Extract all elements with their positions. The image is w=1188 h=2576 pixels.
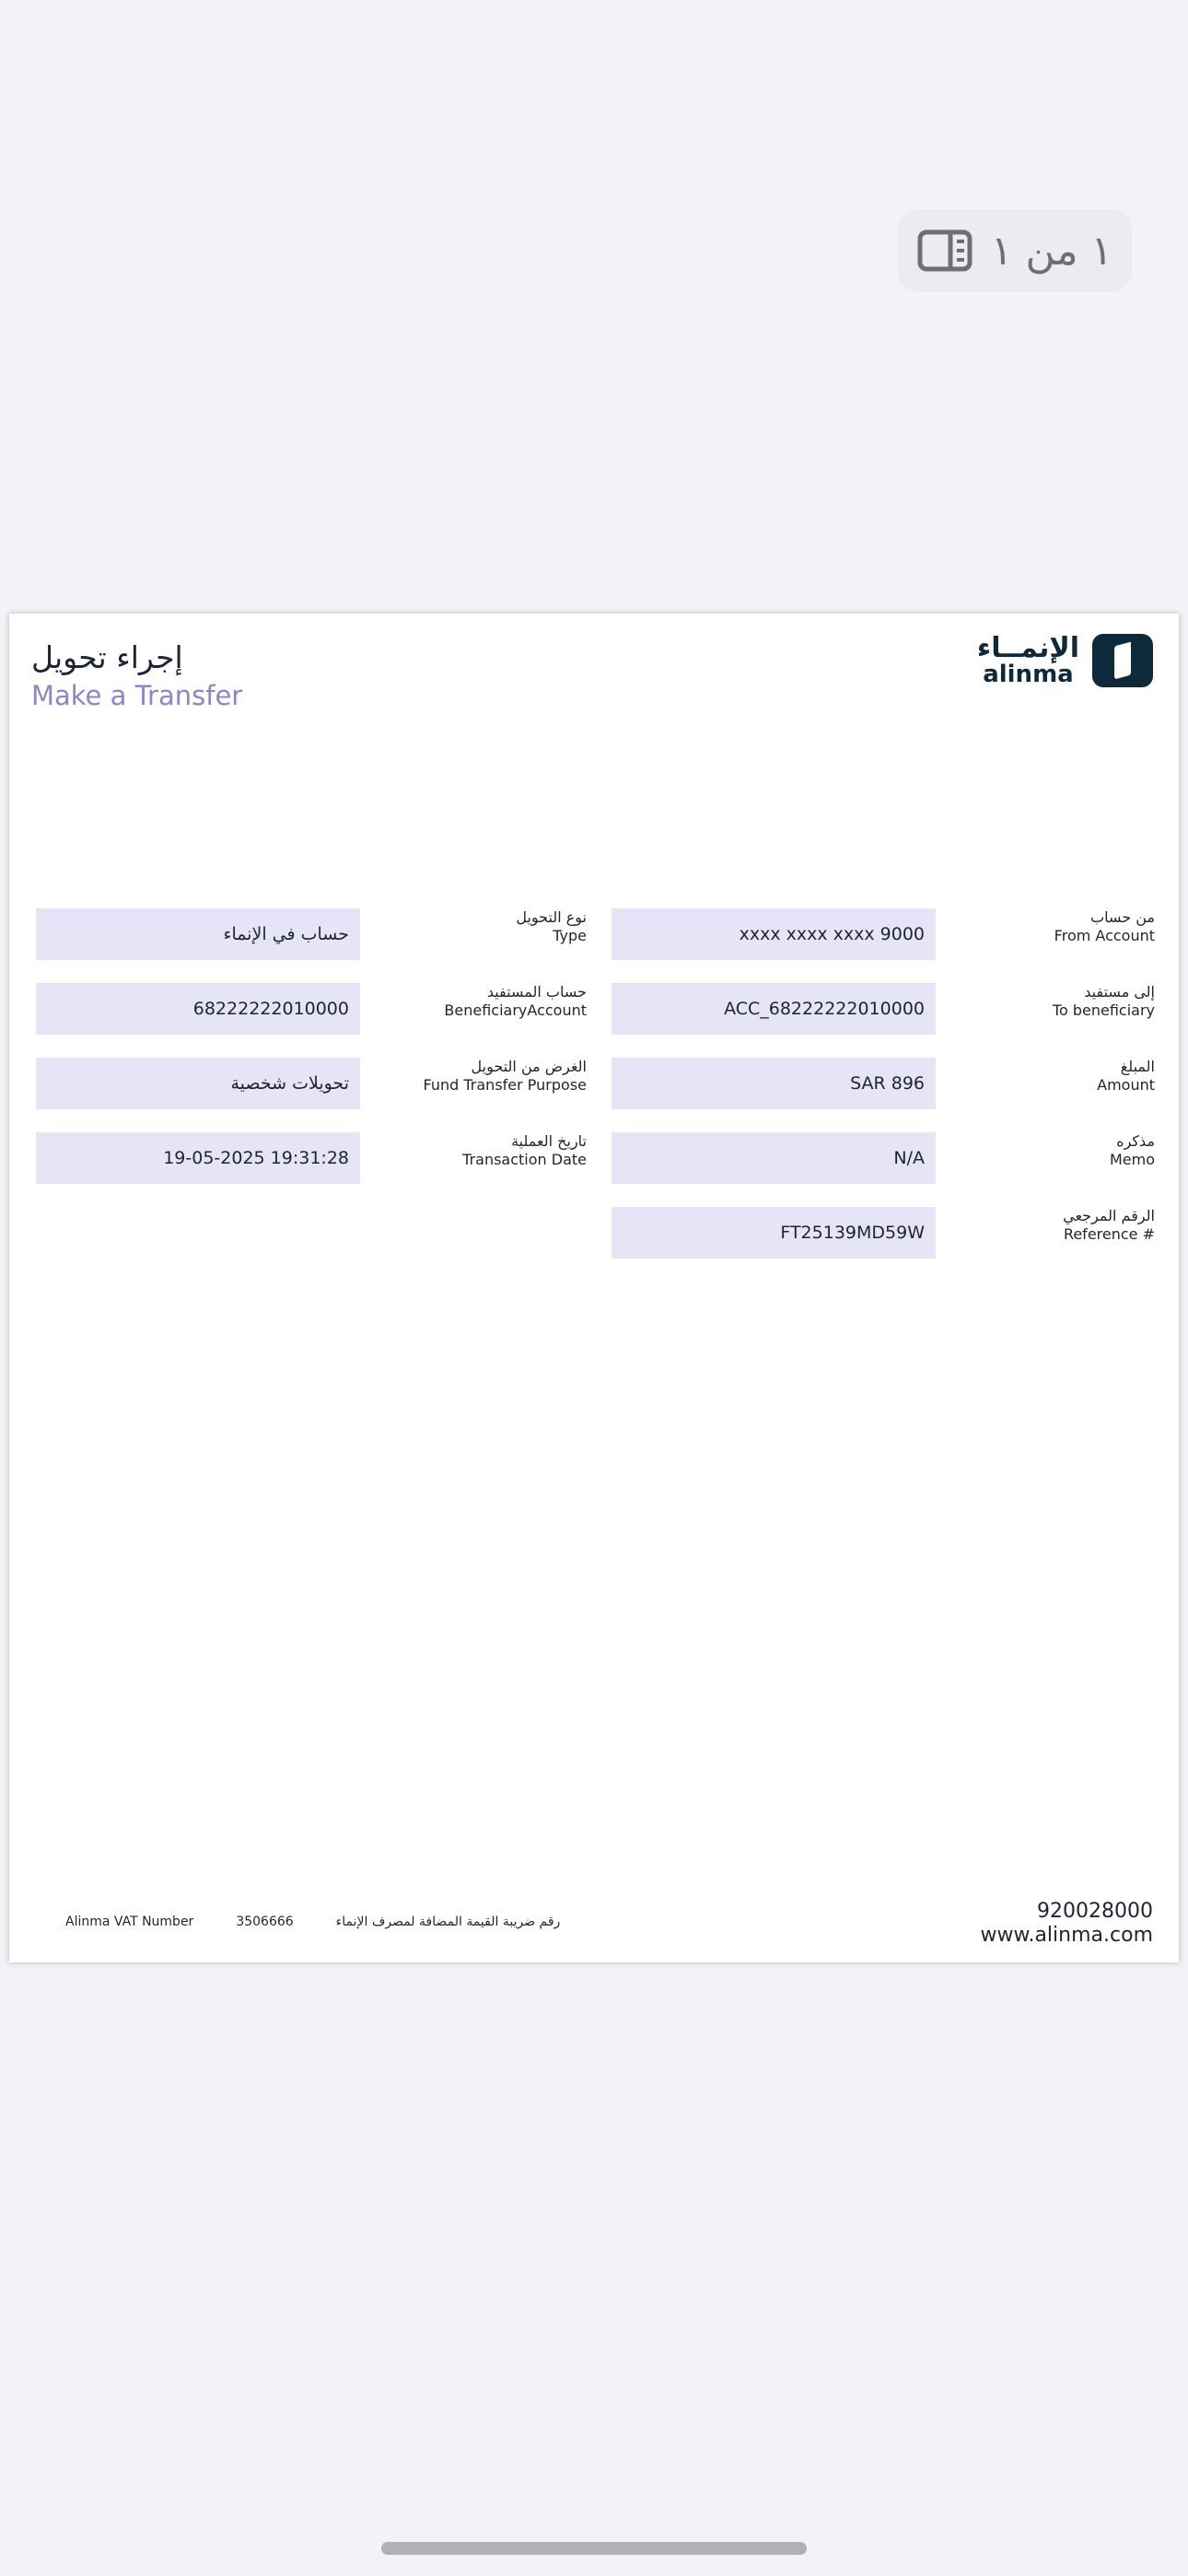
page-counter[interactable] — [898, 209, 1132, 292]
transfer-receipt — [9, 614, 1179, 1962]
from-account-value: xxxx xxxx xxxx 9000 — [611, 908, 936, 960]
vat-label-en: Alinma VAT Number — [65, 1914, 194, 1929]
memo-value: N/A — [611, 1132, 936, 1184]
amount-label: المبلغ Amount — [1097, 1058, 1155, 1094]
type-value: حساب في الإنماء — [36, 908, 360, 960]
footer-vat — [65, 1914, 560, 1929]
document-title-ar: إجراء تحويل — [31, 639, 183, 675]
footer-phone: 920028000 — [1037, 1900, 1153, 1923]
alinma-logo-mark-icon — [1092, 634, 1153, 687]
logo-text-ar: الإنمــاء — [976, 632, 1079, 664]
sidebar-toggle-icon — [917, 229, 973, 272]
beneficiary-account-value: 68222222010000 — [36, 983, 360, 1035]
document-title-en: Make a Transfer — [31, 680, 243, 711]
vat-number: 3506666 — [236, 1914, 294, 1929]
to-beneficiary-label: إلى مستفيد To beneficiary — [1052, 983, 1155, 1019]
to-beneficiary-value: ACC_68222222010000 — [611, 983, 936, 1035]
reference-label: الرقم المرجعي Reference # — [1063, 1207, 1155, 1243]
page-counter-label: ١ من ١ — [990, 227, 1113, 275]
type-label: نوع التحويل Type — [516, 908, 587, 944]
logo-text-en: alinma — [983, 661, 1074, 688]
memo-label: مذكره Memo — [1109, 1132, 1155, 1168]
home-indicator[interactable] — [381, 2542, 807, 2555]
alinma-logo — [977, 634, 1153, 687]
amount-value: SAR 896 — [611, 1058, 936, 1109]
from-account-label: من حساب From Account — [1054, 908, 1155, 944]
reference-value: FT25139MD59W — [611, 1207, 936, 1259]
footer-website: www.alinma.com — [980, 1924, 1153, 1947]
transaction-date-value: 19-05-2025 19:31:28 — [36, 1132, 360, 1184]
purpose-value: تحويلات شخصية — [36, 1058, 360, 1109]
footer-contact — [981, 1900, 1154, 1948]
beneficiary-account-label: حساب المستفيد BeneficiaryAccount — [444, 983, 587, 1019]
vat-label-ar: رقم ضريبة القيمة المضافة لمصرف الإنماء — [335, 1914, 561, 1929]
transaction-date-label: تاريخ العملية Transaction Date — [462, 1132, 587, 1168]
purpose-label: الغرض من التحويل Fund Transfer Purpose — [423, 1058, 587, 1094]
